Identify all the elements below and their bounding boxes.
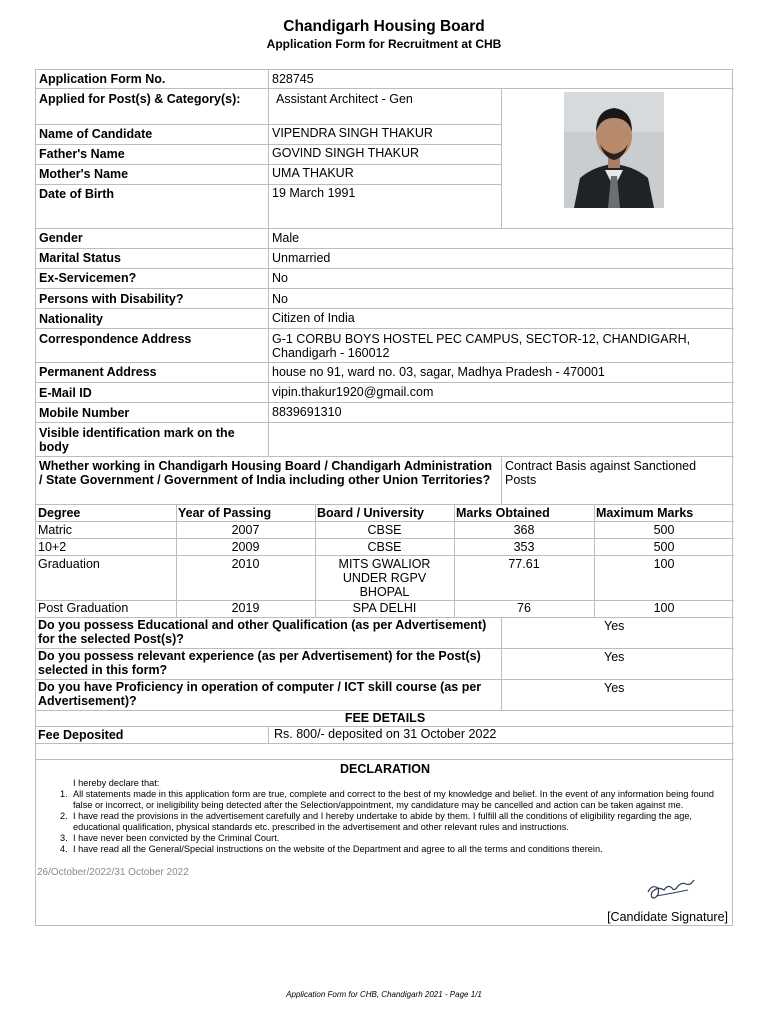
field-label: Mobile Number (39, 406, 130, 420)
question-text: Do you possess Educational and other Qualification (as per Advertisement) for the selected Post(s)? (38, 618, 487, 646)
application-form (35, 69, 733, 926)
field-label: Mother's Name (39, 167, 129, 181)
page-subtitle: Application Form for Recruitment at CHB (266, 37, 502, 51)
fee-value: Rs. 800/- deposited on 31 October 2022 (274, 727, 497, 741)
table-cell: 368 (513, 523, 535, 537)
table-cell: 500 (653, 540, 675, 554)
application-number: 828745 (272, 72, 314, 86)
table-header: Marks Obtained (456, 506, 550, 520)
field-label: Gender (39, 231, 83, 245)
candidate-name: VIPENDRA SINGH THAKUR (272, 126, 433, 140)
table-cell: 100 (653, 557, 675, 571)
table-header: Board / University (317, 506, 424, 520)
table-header: Maximum Marks (596, 506, 694, 520)
table-cell: 500 (653, 523, 675, 537)
declaration-item: 4. I have read all the General/Special instructions on the website of the Department and agree to all the terms and conditions therein. (60, 844, 603, 854)
candidate-signature-image (644, 876, 696, 909)
declaration-list (60, 789, 733, 855)
table-cell: 10+2 (38, 540, 67, 554)
table-cell: Matric (38, 523, 73, 537)
fee-details-title: FEE DETAILS (344, 711, 426, 725)
question-text: Do you possess relevant experience (as per Advertisement) for the Post(s) selected in this form? (38, 649, 481, 677)
table-cell: 2019 (231, 601, 260, 615)
question-answer: Yes (604, 619, 625, 633)
declaration-item: 2. I have read the provisions in the advertisement carefully and I hereby undertake to abide by them. I fulfill all the conditions of eligibility regarding the age, educational qualification, physical standards etc. prescribed in the advertisement and other relevant rules and instructions. (60, 811, 692, 832)
gender-value: Male (272, 231, 300, 245)
question-answer: Yes (604, 650, 625, 664)
signature-label: [Candidate Signature] (607, 910, 728, 924)
table-cell: 2010 (231, 557, 260, 571)
declaration-intro: I hereby declare that: (73, 778, 160, 788)
email-value: vipin.thakur1920@gmail.com (272, 385, 434, 399)
nationality-value: Citizen of India (272, 311, 355, 325)
field-label: Name of Candidate (39, 127, 153, 141)
field-label: E-Mail ID (39, 386, 92, 400)
declaration-item: 1. All statements made in this application form are true, complete and correct to the best of my knowledge and belief. In the event of any information being found false or incorrect, or ineligibility being detected after the Selection/appointment, my candidature may be cancelled and action can be taken against me. (60, 789, 714, 810)
table-cell: CBSE (367, 523, 402, 537)
table-cell: Graduation (38, 557, 100, 571)
table-cell: CBSE (367, 540, 402, 554)
marital-status-value: Unmarried (272, 251, 331, 265)
page-title: Chandigarh Housing Board (283, 18, 485, 35)
table-cell: 100 (653, 601, 675, 615)
field-label: Father's Name (39, 147, 125, 161)
declaration-item: 3. I have never been convicted by the Criminal Court. (60, 833, 280, 843)
table-header: Year of Passing (178, 506, 272, 520)
page-footer: Application Form for CHB, Chandigarh 2021 - Page 1/1 (286, 990, 482, 999)
mobile-value: 8839691310 (272, 405, 342, 419)
table-header: Degree (38, 506, 81, 520)
table-cell: 2009 (231, 540, 260, 554)
declaration-title: DECLARATION (339, 762, 431, 776)
field-label: Applied for Post(s) & Category(s): (39, 92, 241, 106)
table-cell: SPA DELHI (352, 601, 417, 615)
fee-label: Fee Deposited (38, 728, 124, 742)
table-cell: 2007 (231, 523, 260, 537)
field-label: Visible identification mark on the body (39, 426, 235, 454)
father-name: GOVIND SINGH THAKUR (272, 146, 420, 160)
working-question: Whether working in Chandigarh Housing Board / Chandigarh Administration / State Government / Government of India including other Union Territories? (39, 459, 493, 487)
field-label: Permanent Address (39, 365, 157, 379)
field-label: Marital Status (39, 251, 121, 265)
signature-date: 26/October/2022/31 October 2022 (37, 867, 189, 878)
table-cell: MITS GWALIOR UNDER RGPV BHOPAL (338, 557, 431, 599)
field-label: Date of Birth (39, 187, 114, 201)
correspondence-address: G-1 CORBU BOYS HOSTEL PEC CAMPUS, SECTOR-12, CHANDIGARH, Chandigarh - 160012 (272, 332, 691, 360)
working-answer: Contract Basis against Sanctioned Posts (505, 459, 697, 487)
applied-post: Assistant Architect - Gen (276, 92, 413, 106)
permanent-address: house no 91, ward no. 03, sagar, Madhya Pradesh - 470001 (272, 365, 605, 379)
table-cell: 77.61 (508, 557, 540, 571)
mother-name: UMA THAKUR (272, 166, 354, 180)
table-cell: 76 (517, 601, 531, 615)
ex-servicemen-value: No (272, 271, 288, 285)
table-cell: Post Graduation (38, 601, 129, 615)
date-of-birth: 19 March 1991 (272, 186, 356, 200)
disability-value: No (272, 292, 288, 306)
field-label: Persons with Disability? (39, 292, 184, 306)
question-text: Do you have Proficiency in operation of computer / ICT skill course (as per Advertisement)? (38, 680, 482, 708)
field-label: Nationality (39, 312, 103, 326)
question-answer: Yes (604, 681, 625, 695)
field-label: Application Form No. (39, 72, 166, 86)
field-label: Ex-Servicemen? (39, 271, 137, 285)
candidate-photo (564, 92, 664, 208)
table-cell: 353 (513, 540, 535, 554)
field-label: Correspondence Address (39, 332, 192, 346)
